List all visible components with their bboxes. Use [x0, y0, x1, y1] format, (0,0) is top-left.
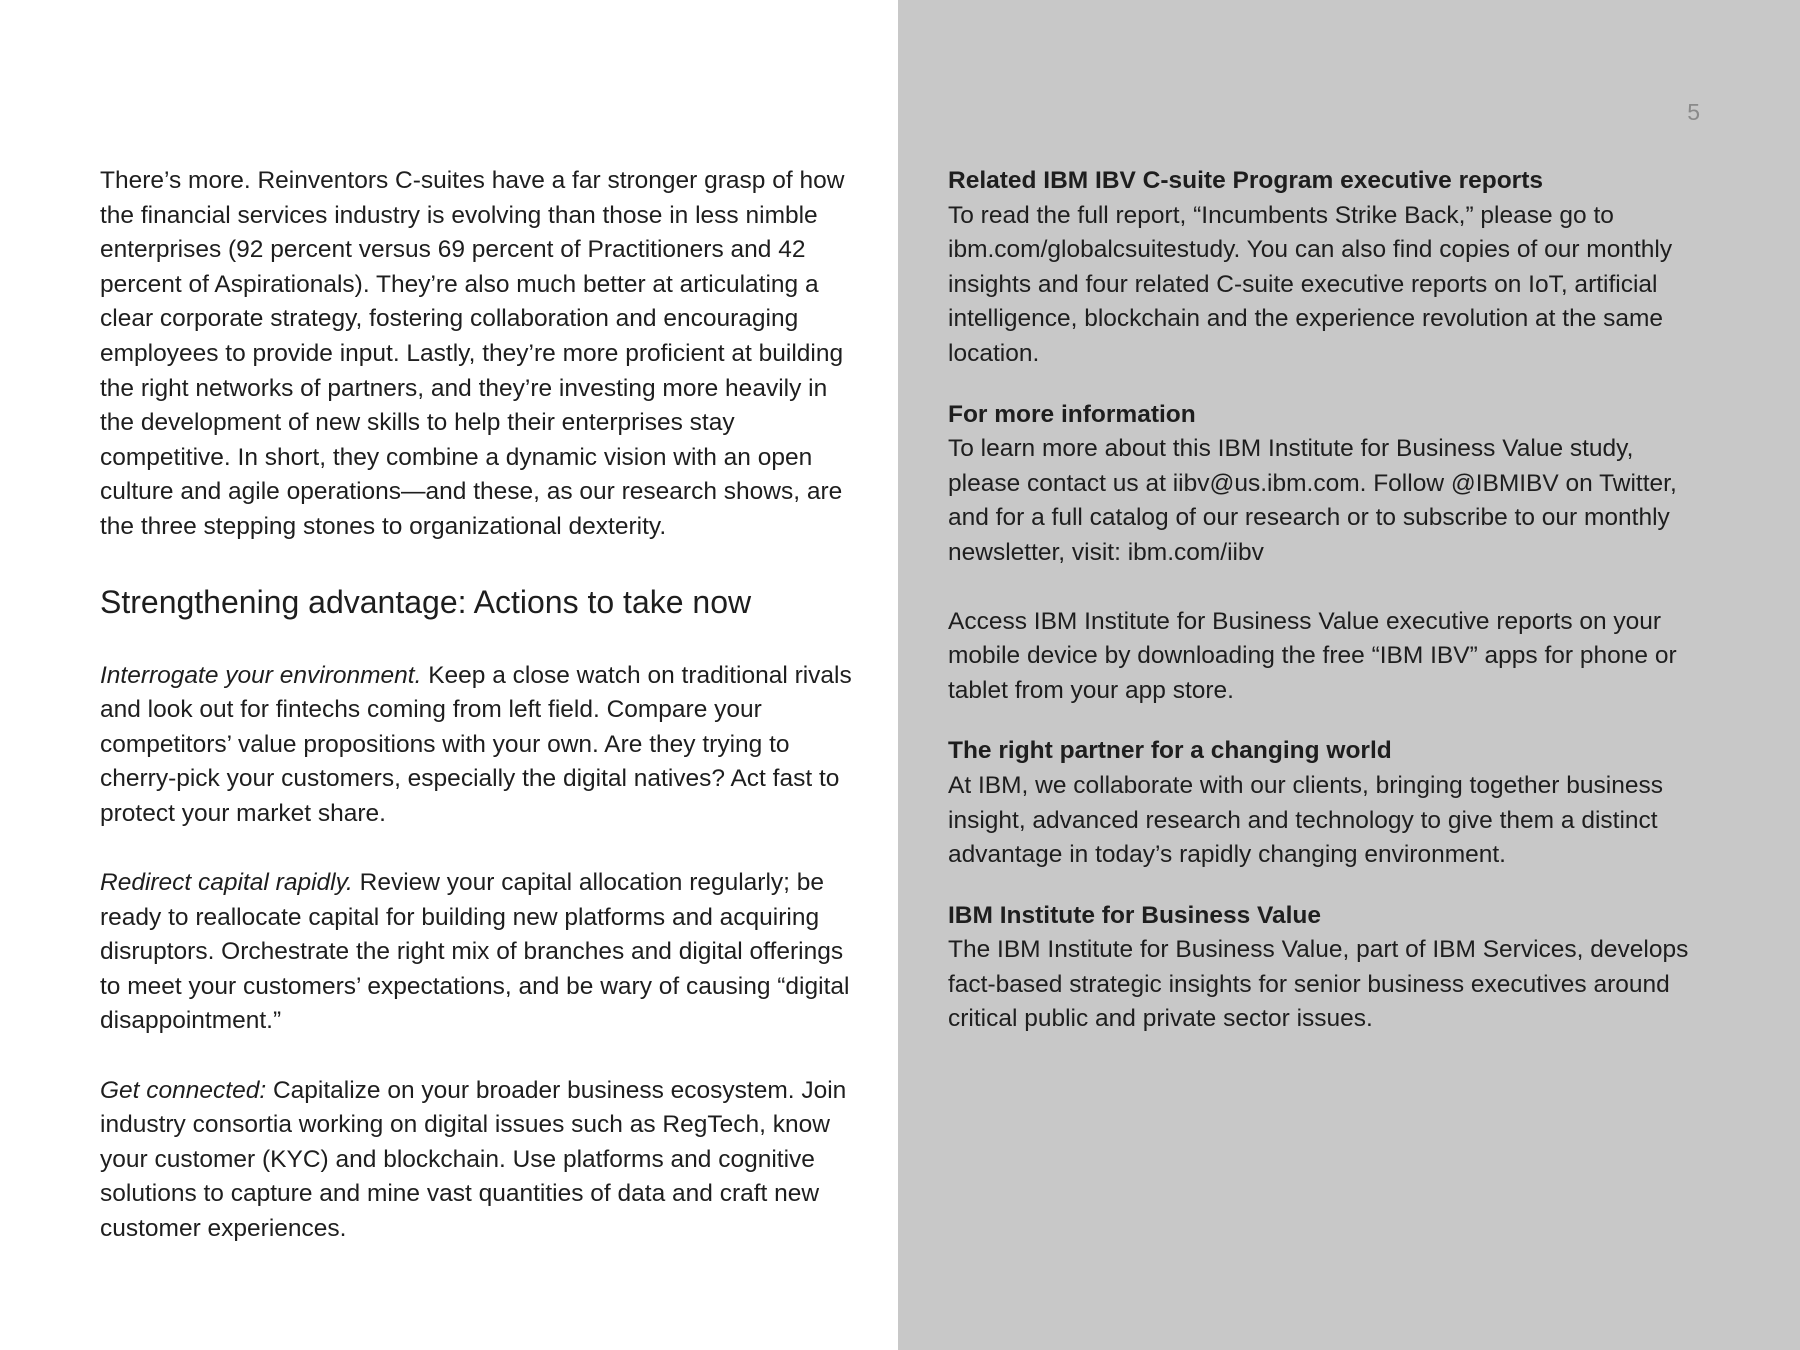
- partner-block: [948, 734, 1708, 872]
- right-content: [948, 164, 1708, 1063]
- action-text: Keep a close watch on traditional rivals and look out for fintechs coming from left field. Compare your competitors’ value propositions with your own. Are they trying to cherry-pick your customers, especially the digital natives? Act fast to protect your market share.: [100, 661, 852, 827]
- action-text: Capitalize on your broader business ecosystem. Join industry consortia working on digital issues such as RegTech, know your customer (KYC) and blockchain. Use platforms and cognitive solutions to capture and mine vast quantities of data and craft new customer experiences.: [100, 1076, 847, 1243]
- partner-title: The right partner for a changing world: [948, 737, 1392, 765]
- action-text: Review your capital allocation regularly; be ready to reallocate capital for building new platforms and acquiring disruptors. Orchestrate the right mix of branches and digital offerings to meet your customers’ expectations, and be wary of causing “digital disappointment.”: [100, 869, 850, 1035]
- intro-paragraph: There’s more. Reinventors C-suites have a far stronger grasp of how the financial services industry is evolving than those in less nimble enterprises (92 percent versus 69 percent of Practitioners and 42 percent of Aspirationals). They’re also much better at articulating a clear corporate strategy, fostering collaboration and encouraging employees to provide input. Lastly, they’re more proficient at building the right networks of partners, and they’re investing more heavily in the development of new skills to help their enterprises stay competitive. In short, they combine a dynamic vision with an open culture and agile operations—and these, as our research shows, are the three stepping stones to organizational dexterity.: [100, 167, 845, 540]
- page-number: 5: [1687, 99, 1700, 125]
- action-lead: Interrogate your environment.: [100, 661, 422, 689]
- action-paragraph-redirect: [100, 866, 860, 1039]
- more-info-title: For more information: [948, 400, 1196, 428]
- action-lead: Get connected:: [100, 1076, 267, 1104]
- spacer: [948, 571, 1708, 605]
- action-lead: Redirect capital rapidly.: [100, 869, 353, 897]
- more-info-block: [948, 398, 1708, 709]
- action-paragraph-interrogate: [100, 659, 860, 832]
- section-heading: Strengthening advantage: Actions to take now: [100, 583, 752, 620]
- action-paragraph-connect: [100, 1074, 860, 1247]
- ibv-text: The IBM Institute for Business Value, part of IBM Services, develops fact-based strategic insights for senior business executives around critical public and private sector issues.: [948, 936, 1689, 1033]
- ibv-block: [948, 899, 1708, 1037]
- partner-text: At IBM, we collaborate with our clients, bringing together business insight, advanced research and technology to give them a distinct advantage in today’s rapidly changing environment.: [948, 771, 1663, 869]
- left-content: [100, 164, 860, 1247]
- related-reports-block: [948, 164, 1708, 372]
- more-info-app-text: Access IBM Institute for Business Value executive reports on your mobile device by downloading the free “IBM IBV” apps for phone or tablet from your app store.: [948, 607, 1677, 704]
- ibv-title: IBM Institute for Business Value: [948, 901, 1322, 929]
- related-reports-title: Related IBM IBV C-suite Program executive reports: [948, 167, 1543, 194]
- related-reports-text: To read the full report, “Incumbents Strike Back,” please go to ibm.com/globalcsuitestudy. You can also find copies of our monthly insights and four related C-suite executive reports on IoT, artificial intelligence, blockchain and the experience revolution at the same location.: [948, 201, 1673, 367]
- more-info-text: To learn more about this IBM Institute for Business Value study, please contact us at iibv@us.ibm.com. Follow @IBMIBV on Twitter, and for a full catalog of our research or to subscribe to our monthly newsletter, visit: ibm.com/iibv: [948, 435, 1677, 566]
